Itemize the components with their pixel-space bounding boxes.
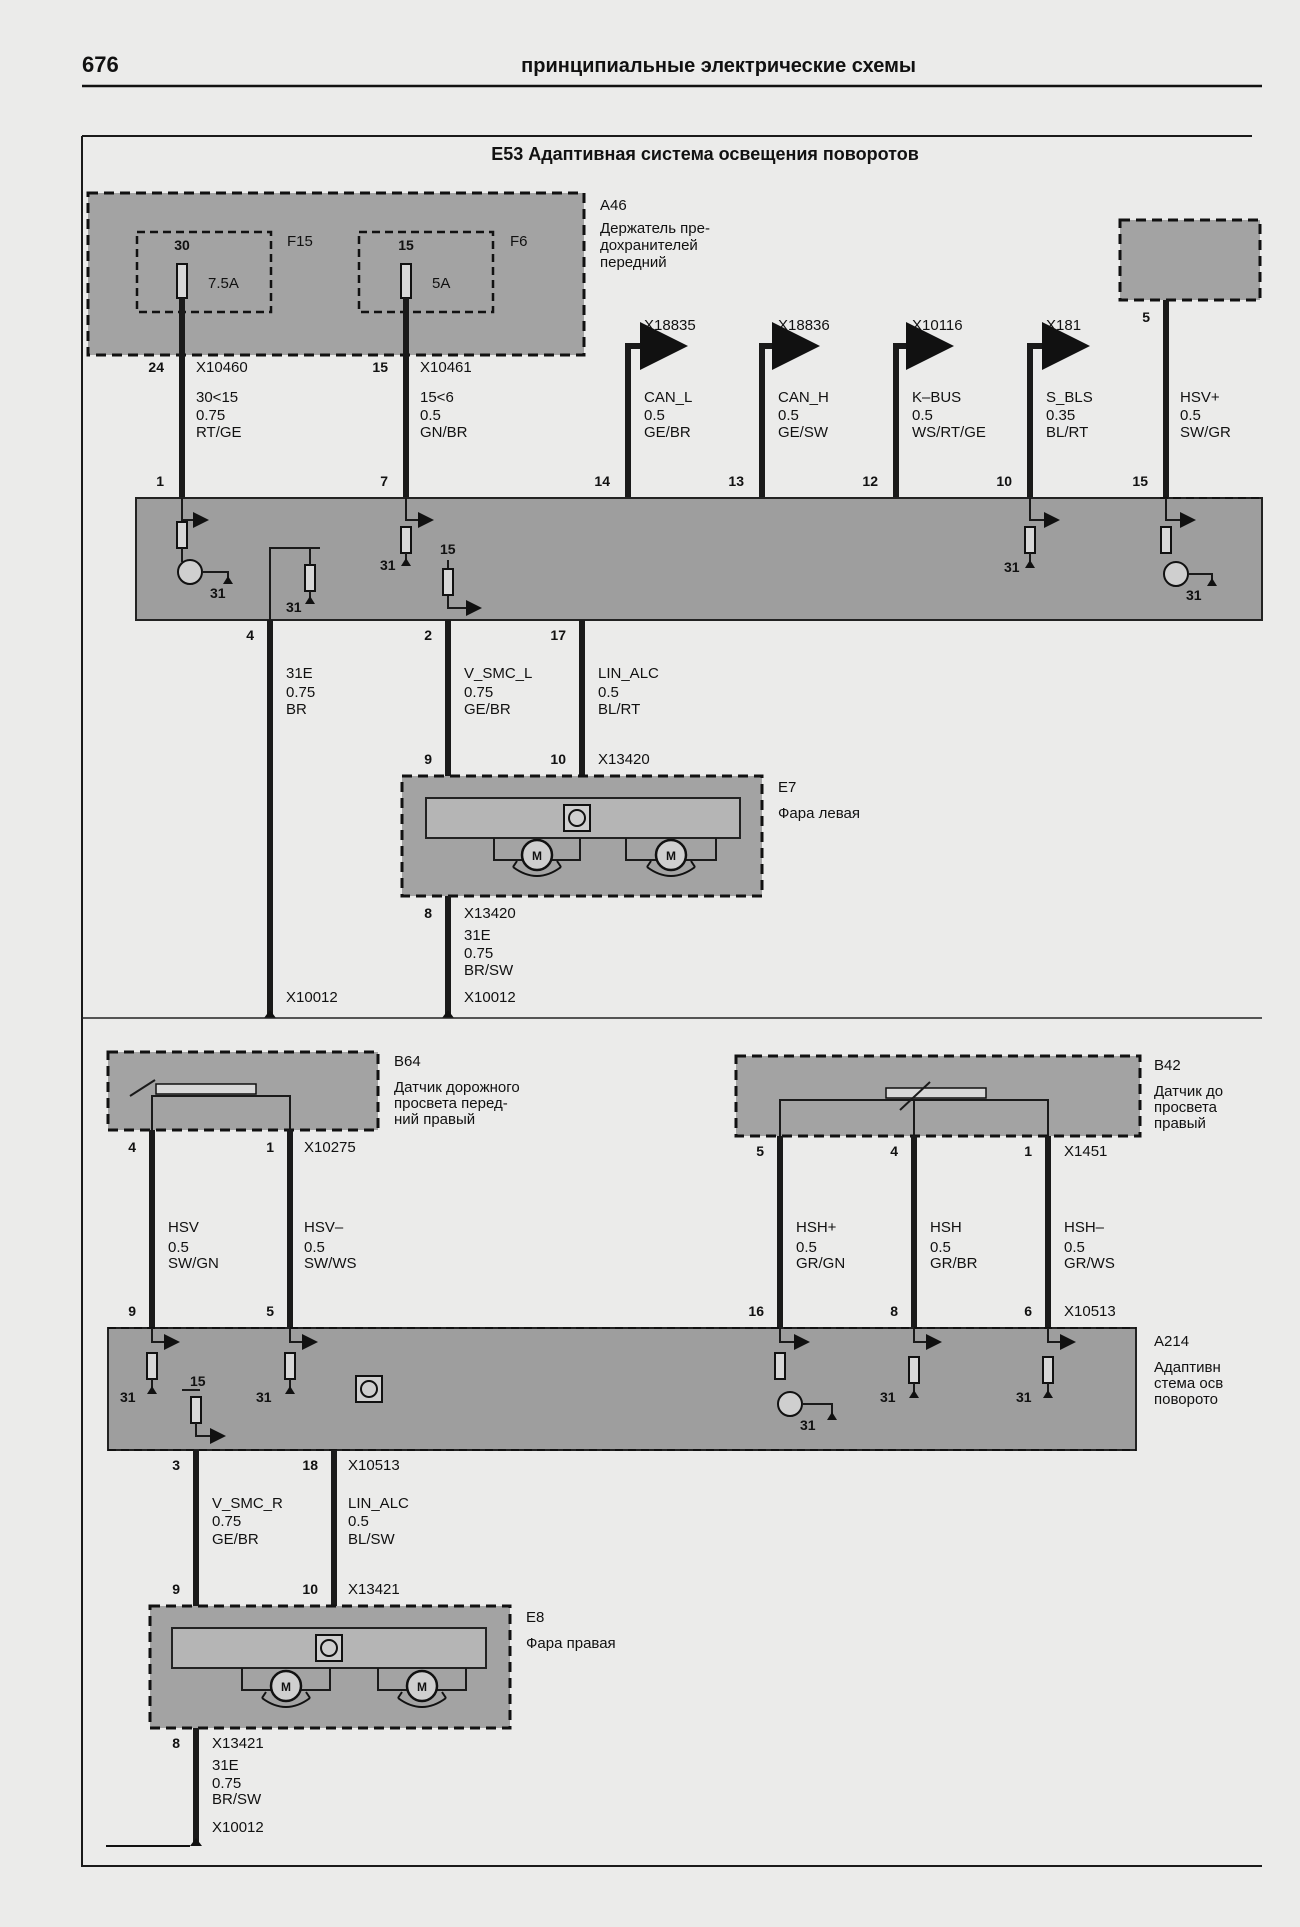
sbls-pin: 10: [996, 473, 1012, 489]
fuse-f6-pin: 15: [398, 237, 414, 253]
module-top-k15: 15: [440, 541, 456, 557]
wire-15-connector: X10461: [420, 359, 472, 376]
wire-24-connector: X10460: [196, 359, 248, 376]
e8-out-signal: 31E: [212, 1757, 239, 1774]
hsv-plus-signal: HSV+: [1180, 389, 1220, 406]
b64-pin-a: 4: [128, 1139, 136, 1155]
wire-3-pin: 3: [172, 1457, 180, 1473]
a46-desc-1: Держатель пре-: [600, 220, 710, 237]
kbus-color: WS/RT/GE: [912, 424, 986, 441]
fuse-f6-id: F6: [510, 233, 528, 250]
hsh-minus-connector: X10513: [1064, 1303, 1116, 1320]
e8-pin-b: 10: [302, 1581, 318, 1597]
a214-desc-1: Адаптивн: [1154, 1359, 1221, 1376]
page-number: 676: [82, 52, 119, 77]
wire-17-pin: 17: [550, 627, 566, 643]
wire-24-color: RT/GE: [196, 424, 242, 441]
hsh-plus-pin: 16: [748, 1303, 764, 1319]
hsv-minus-color: SW/WS: [304, 1255, 357, 1272]
hsv-gauge: 0.5: [168, 1239, 189, 1256]
a214-gnd-4: 31: [880, 1389, 896, 1405]
fuse-f6-rating: 5A: [432, 275, 451, 292]
a214-k15: 15: [190, 1373, 206, 1389]
e7-out-gauge: 0.75: [464, 945, 494, 962]
e7-out-signal: 31E: [464, 927, 491, 944]
alc-module-top: [136, 498, 1262, 620]
a46-fuse-holder: [88, 193, 584, 355]
e8-pin-out: 8: [172, 1735, 180, 1751]
wire-2-pin: 2: [424, 627, 432, 643]
kbus-pin: 12: [862, 473, 878, 489]
kbus-connector: X10116: [912, 317, 963, 334]
hsv-minus-pin: 5: [266, 1303, 274, 1319]
module-top-gnd-1: 31: [210, 585, 226, 601]
hsh-plus-signal: HSH+: [796, 1219, 837, 1236]
b42-connector: X1451: [1064, 1143, 1108, 1160]
wire-18-connector: X10513: [348, 1457, 400, 1474]
section-title: принципиальные электрические схемы: [521, 55, 916, 77]
module-top-gnd-2: 31: [286, 599, 302, 615]
wire-17-color: BL/RT: [598, 701, 641, 718]
wire-24-pin-bottom: 1: [156, 473, 164, 489]
a214-gnd-3: 31: [800, 1417, 816, 1433]
wire-3-signal: V_SMC_R: [212, 1495, 283, 1512]
can-l-pin: 14: [594, 473, 610, 489]
e8-motor-2-label: M: [417, 1680, 427, 1694]
b42-desc-3: правый: [1154, 1115, 1206, 1132]
sbls-color: BL/RT: [1046, 424, 1089, 441]
e7-id: E7: [778, 779, 797, 796]
e7-pin-out: 8: [424, 905, 432, 921]
e8-pin-a: 9: [172, 1581, 180, 1597]
a214-desc-3: поворото: [1154, 1391, 1219, 1408]
a214-id: A214: [1154, 1333, 1190, 1350]
e8-desc: Фара правая: [526, 1635, 616, 1652]
hsh-gauge: 0.5: [930, 1239, 951, 1256]
kbus-signal: K–BUS: [912, 389, 962, 406]
wire-24-gauge: 0.75: [196, 407, 226, 424]
wire-4-connector: X10012: [286, 989, 338, 1006]
a214-desc-2: стема осв: [1154, 1375, 1224, 1392]
fuse-f6-icon: [401, 264, 411, 298]
e7-pin-b: 10: [550, 751, 566, 767]
hsh-color: GR/BR: [930, 1255, 978, 1272]
diagram-title: E53 Адаптивная система освещения поворотов: [491, 144, 919, 164]
a214-gnd-2: 31: [256, 1389, 272, 1405]
a46-desc-3: передний: [600, 254, 667, 271]
wire-3-gauge: 0.75: [212, 1513, 242, 1530]
e8-ground-connector: X10012: [212, 1819, 264, 1836]
hsh-minus-pin: 6: [1024, 1303, 1032, 1319]
kbus-gauge: 0.5: [912, 407, 933, 424]
b64-pin-b: 1: [266, 1139, 274, 1155]
can-l-signal: CAN_L: [644, 389, 693, 406]
can-h-connector: X18836: [778, 317, 830, 334]
b64-desc-1: Датчик дорожного: [394, 1079, 520, 1096]
e7-motor-2-label: M: [666, 849, 676, 863]
can-h-pin: 13: [728, 473, 744, 489]
can-h-signal: CAN_H: [778, 389, 829, 406]
sbls-connector: X181: [1046, 317, 1082, 334]
wire-2-gauge: 0.75: [464, 684, 494, 701]
a214-gnd-1: 31: [120, 1389, 136, 1405]
e7-pin-a: 9: [424, 751, 432, 767]
wire-3-color: GE/BR: [212, 1531, 259, 1548]
hsh-minus-gauge: 0.5: [1064, 1239, 1085, 1256]
hsh-minus-signal: HSH–: [1064, 1219, 1105, 1236]
wire-15-gauge: 0.5: [420, 407, 441, 424]
hsh-minus-color: GR/WS: [1064, 1255, 1115, 1272]
hsv-signal: HSV: [168, 1219, 199, 1236]
e7-ground-connector: X10012: [464, 989, 516, 1006]
wire-4-gauge: 0.75: [286, 684, 316, 701]
can-l-gauge: 0.5: [644, 407, 665, 424]
e8-motor-1-label: M: [281, 1680, 291, 1694]
hsv-plus-color: SW/GR: [1180, 424, 1231, 441]
wire-15-pin-bottom: 7: [380, 473, 388, 489]
a214-gnd-5: 31: [1016, 1389, 1032, 1405]
hsv-plus-pin-top: 5: [1142, 309, 1150, 325]
wire-17-gauge: 0.5: [598, 684, 619, 701]
b42-pin-a: 5: [756, 1143, 764, 1159]
module-top-gnd-4: 31: [1004, 559, 1020, 575]
can-l-color: GE/BR: [644, 424, 691, 441]
hsv-color: SW/GN: [168, 1255, 219, 1272]
hsv-minus-signal: HSV–: [304, 1219, 344, 1236]
wire-18-signal: LIN_ALC: [348, 1495, 409, 1512]
module-top-gnd-5: 31: [1186, 587, 1202, 603]
wire-4-pin: 4: [246, 627, 254, 643]
hsv-pin: 9: [128, 1303, 136, 1319]
wire-24-signal: 30<15: [196, 389, 239, 406]
b42-pin-b: 4: [890, 1143, 898, 1159]
fuse-f15-rating: 7.5A: [208, 275, 239, 292]
hsv-plus-pin: 15: [1132, 473, 1148, 489]
wire-18-gauge: 0.5: [348, 1513, 369, 1530]
e8-out-color: BR/SW: [212, 1791, 262, 1808]
e7-motor-1-label: M: [532, 849, 542, 863]
a46-desc-2: дохранителей: [600, 237, 698, 254]
e8-id: E8: [526, 1609, 545, 1626]
b42-desc-2: просвета: [1154, 1099, 1217, 1116]
b64-desc-3: ний правый: [394, 1111, 476, 1128]
b64-connector: X10275: [304, 1139, 356, 1156]
wire-2-signal: V_SMC_L: [464, 665, 533, 682]
wire-4-color: BR: [286, 701, 307, 718]
e8-out-connector: X13421: [212, 1735, 264, 1752]
wire-24-pin-top: 24: [148, 359, 164, 375]
b42-pin-c: 1: [1024, 1143, 1032, 1159]
wire-17-signal: LIN_ALC: [598, 665, 659, 682]
e8-steering-icon: [316, 1635, 342, 1661]
wire-15-pin-top: 15: [372, 359, 388, 375]
can-l-connector: X18835: [644, 317, 696, 334]
wire-15-color: GN/BR: [420, 424, 468, 441]
hsv-minus-gauge: 0.5: [304, 1239, 325, 1256]
hsh-plus-gauge: 0.5: [796, 1239, 817, 1256]
sbls-signal: S_BLS: [1046, 389, 1093, 406]
e7-out-color: BR/SW: [464, 962, 514, 979]
e7-connector: X13420: [598, 751, 650, 768]
wire-4-signal: 31E: [286, 665, 313, 682]
e7-out-connector: X13420: [464, 905, 516, 922]
a46-id: A46: [600, 197, 627, 214]
hsh-plus-color: GR/GN: [796, 1255, 846, 1272]
wire-18-pin: 18: [302, 1457, 318, 1473]
e8-connector: X13421: [348, 1581, 400, 1598]
wire-2-color: GE/BR: [464, 701, 511, 718]
b64-desc-2: просвета перед-: [394, 1095, 508, 1112]
wire-18-color: BL/SW: [348, 1531, 395, 1548]
fuse-f15-pin: 30: [174, 237, 190, 253]
b64-id: B64: [394, 1053, 421, 1070]
e7-desc: Фара левая: [778, 805, 860, 822]
can-h-gauge: 0.5: [778, 407, 799, 424]
e8-out-gauge: 0.75: [212, 1775, 242, 1792]
e7-steering-icon: [564, 805, 590, 831]
sbls-gauge: 0.35: [1046, 407, 1076, 424]
hsv-plus-gauge: 0.5: [1180, 407, 1201, 424]
hsh-pin: 8: [890, 1303, 898, 1319]
wire-15-signal: 15<6: [420, 389, 454, 406]
fuse-f15-icon: [177, 264, 187, 298]
b42-desc-1: Датчик до: [1154, 1083, 1224, 1100]
module-top-gnd-3: 31: [380, 557, 396, 573]
hsv-plus-source-box: [1120, 220, 1260, 300]
hsh-signal: HSH: [930, 1219, 962, 1236]
b42-id: B42: [1154, 1057, 1181, 1074]
can-h-color: GE/SW: [778, 424, 829, 441]
fuse-f15-id: F15: [287, 233, 313, 250]
